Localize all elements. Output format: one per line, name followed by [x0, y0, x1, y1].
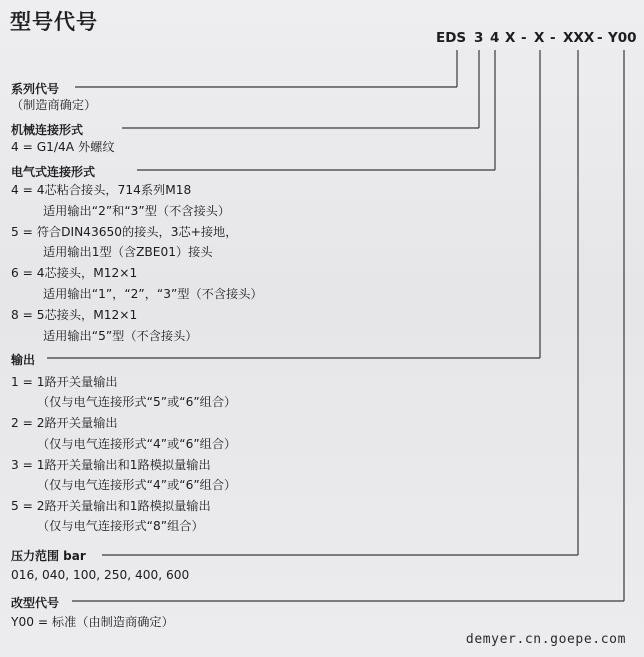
pressure-values: 016, 040, 100, 250, 400, 600 — [11, 568, 190, 582]
page-title: 型号代号 — [10, 10, 98, 34]
output-option-1-note: （仅与电气连接形式“5”或“6”组合） — [37, 395, 237, 409]
code-x1: X — [505, 30, 516, 46]
output-option-5-note: （仅与电气连接形式“8”组合） — [37, 519, 204, 533]
output-option-2: 2 = 2路开关量输出 — [11, 416, 118, 430]
modification-heading: 改型代号 — [11, 596, 60, 610]
mechanical-heading: 机械连接形式 — [11, 123, 84, 137]
output-option-3: 3 = 1路开关量输出和1路模拟量输出 — [11, 458, 211, 472]
output-option-2-note: （仅与电气连接形式“4”或“6”组合） — [37, 437, 237, 451]
output-option-3-note: （仅与电气连接形式“4”或“6”组合） — [37, 478, 237, 492]
code-dash3: - — [597, 30, 603, 46]
electrical-option-6-note: 适用输出“1”，“2”，“3”型（不含接头） — [43, 287, 263, 301]
series-note: （制造商确定） — [11, 98, 97, 112]
pressure-heading: 压力范围 bar — [11, 549, 86, 563]
code-y00: Y00 — [608, 30, 637, 46]
electrical-option-4-note: 适用输出“2”和“3”型（不含接头） — [43, 204, 231, 218]
mechanical-option-4: 4 = G1/4A 外螺纹 — [11, 140, 115, 154]
electrical-option-8: 8 = 5芯接头，M12×1 — [11, 308, 138, 322]
electrical-heading: 电气式连接形式 — [11, 165, 96, 179]
code-xxx: XXX — [563, 30, 595, 46]
code-dash1: - — [521, 30, 527, 46]
electrical-option-5: 5 = 符合DIN43650的接头，3芯+接地， — [11, 225, 238, 239]
electrical-option-4: 4 = 4芯粘合接头，714系列M18 — [11, 183, 192, 197]
code-x2: X — [534, 30, 545, 46]
code-dash2: - — [550, 30, 556, 46]
electrical-option-6: 6 = 4芯接头，M12×1 — [11, 266, 138, 280]
electrical-option-5-note: 适用输出1型（含ZBE01）接头 — [43, 245, 213, 259]
output-heading: 输出 — [11, 353, 36, 367]
series-heading: 系列代号 — [11, 82, 60, 96]
watermark-text: demyer.cn.goepe.com — [465, 632, 626, 647]
code-3: 3 — [474, 30, 484, 46]
code-eds: EDS — [436, 30, 467, 46]
code-4: 4 — [490, 30, 500, 46]
modification-standard: Y00 = 标准（由制造商确定） — [11, 615, 174, 629]
output-option-5: 5 = 2路开关量输出和1路模拟量输出 — [11, 499, 211, 513]
electrical-option-8-note: 适用输出“5”型（不含接头） — [43, 329, 198, 343]
output-option-1: 1 = 1路开关量输出 — [11, 375, 118, 389]
